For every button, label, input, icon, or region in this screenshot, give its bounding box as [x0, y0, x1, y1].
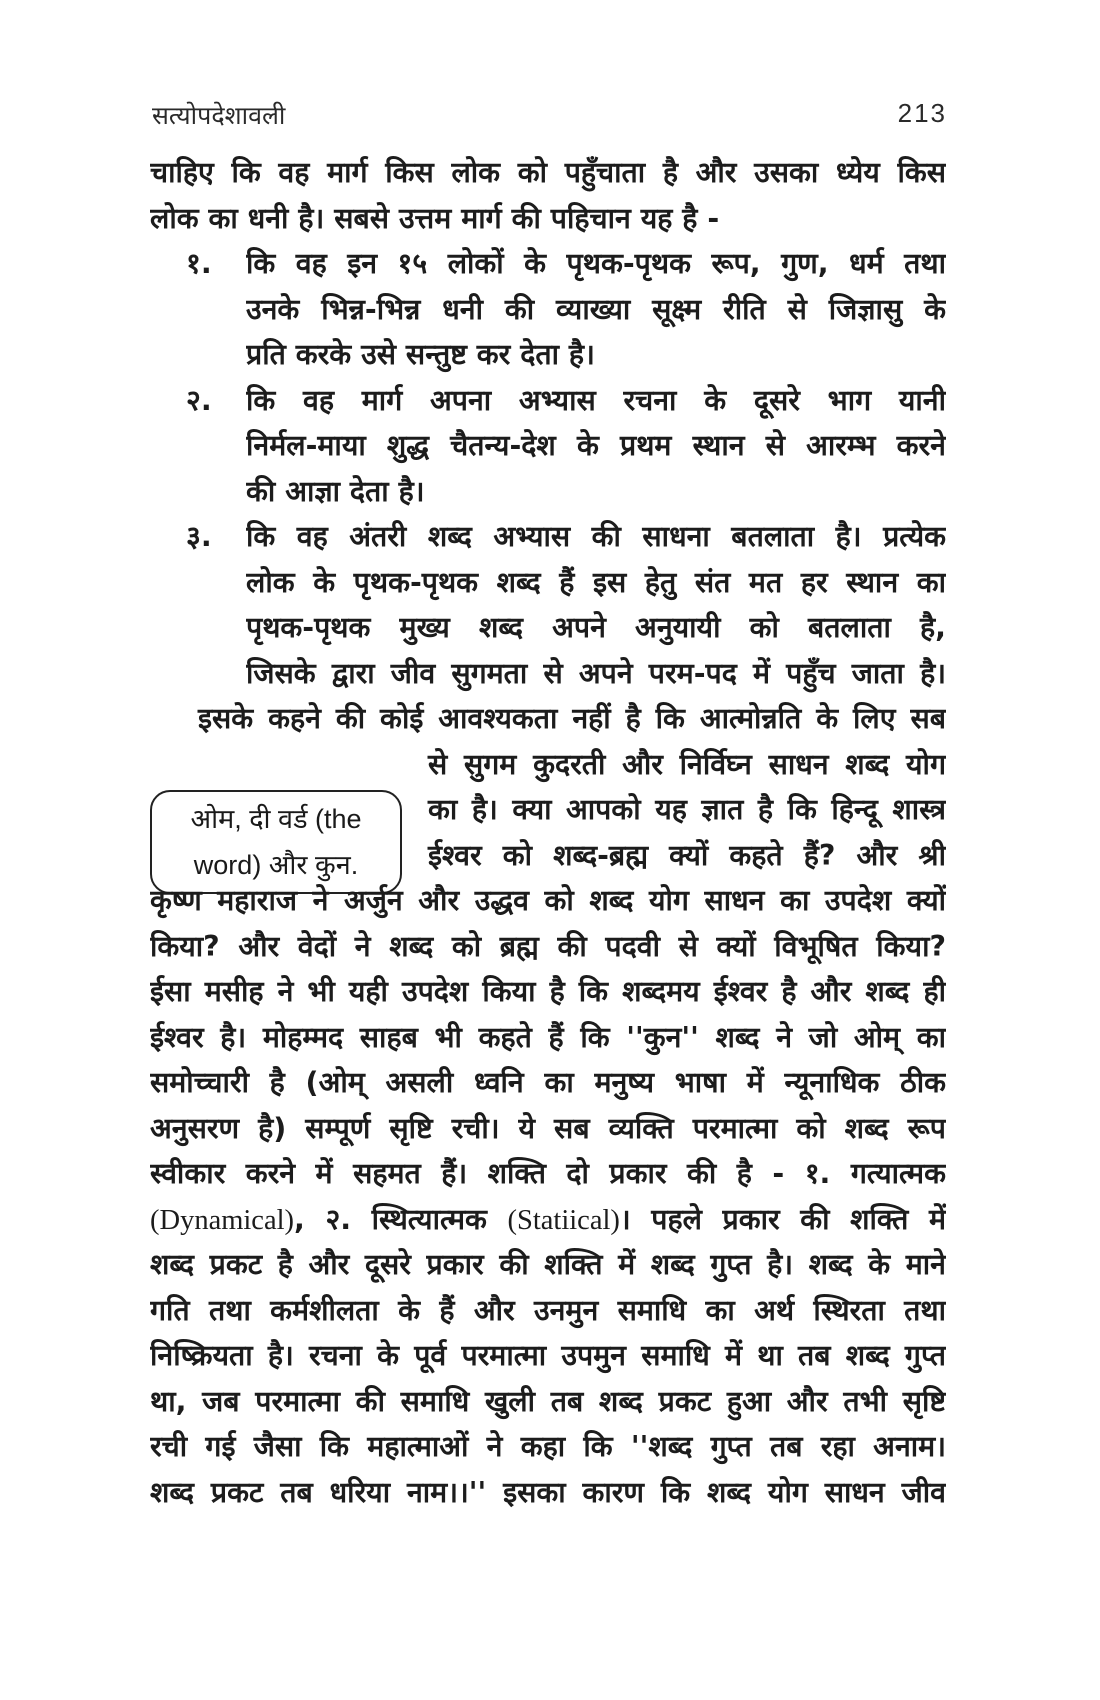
text-line: स्वीकार करने में सहमत हैं। शक्ति दो प्रकार की है - १. गत्यात्मक: [150, 1157, 946, 1190]
text-line: जिसके द्वारा जीव सुगमता से अपने परम-पद में पहुँच जाता है।: [246, 656, 946, 690]
hindi-fragment: , २. स्थित्यात्मक: [294, 1202, 508, 1236]
english-term-statical: (Statiical): [507, 1204, 620, 1236]
text-line: का है। क्या आपको यह ज्ञात है कि हिन्दू शास्त्र: [428, 793, 946, 826]
hindi-fragment: । पहले प्रकार की शक्ति में: [619, 1202, 946, 1236]
text-line: कृष्ण महाराज ने अर्जुन और उद्धव को शब्द योग साधन का उपदेश क्यों: [150, 884, 946, 917]
text-line: लोक के पृथक-पृथक शब्द हैं इस हेतु संत मत हर स्थान का: [246, 565, 946, 599]
text-line: रची गई जैसा कि महात्माओं ने कहा कि ''शब्द गुप्त तब रहा अनाम।: [150, 1430, 946, 1463]
text-line: ईश्वर को शब्द-ब्रह्म क्यों कहते हैं? और श्री: [428, 838, 946, 872]
list-item-3: [150, 514, 946, 696]
english-term-dynamical: (Dynamical): [150, 1204, 295, 1236]
text-line: चाहिए कि वह मार्ग किस लोक को पहुँचाता है और उसका ध्येय किस: [150, 156, 946, 189]
numbered-list: [150, 241, 946, 696]
text-line: कि वह मार्ग अपना अभ्यास रचना के दूसरे भाग यानी: [246, 383, 946, 417]
text-line: उनके भिन्न-भिन्न धनी की व्याख्या सूक्ष्म रीति से जिज्ञासु के: [246, 292, 946, 326]
text-line: अनुसरण है) सम्पूर्ण सृष्टि रची। ये सब व्यक्ति परमात्मा को शब्द रूप: [150, 1111, 946, 1145]
text-line: कि वह अंतरी शब्द अभ्यास की साधना बतलाता है। प्रत्येक: [246, 520, 946, 553]
list-marker: १.: [186, 247, 212, 280]
running-header: [152, 98, 947, 138]
running-title: सत्योपदेशावली: [152, 101, 286, 130]
text-line: ईश्वर है। मोहम्मद साहब भी कहते हैं कि ''कुन'' शब्द ने जो ओम् का: [150, 1020, 946, 1054]
body-text: [150, 150, 946, 1515]
paragraph-first-line: इसके कहने की कोई आवश्यकता नहीं है कि आत्मोन्नति के लिए सब: [198, 702, 946, 735]
text-line: कि वह इन १५ लोकों के पृथक-पृथक रूप, गुण, धर्म तथा: [246, 247, 946, 280]
text-line: शब्द प्रकट तब धरिया नाम।।'' इसका कारण कि शब्द योग साधन जीव: [150, 1475, 946, 1509]
page-number: 213: [897, 98, 947, 128]
text-line: समोच्चारी है (ओम् असली ध्वनि का मनुष्य भाषा में न्यूनाधिक ठीक: [150, 1066, 946, 1099]
text-line: शब्द प्रकट है और दूसरे प्रकार की शक्ति में शब्द गुप्त है। शब्द के माने: [150, 1248, 946, 1281]
text-line: की आज्ञा देता है।: [246, 474, 425, 508]
callout-line-1: ओम, दी वर्ड (the: [190, 804, 362, 834]
text-line: ईसा मसीह ने भी यही उपदेश किया है कि शब्दमय ईश्वर है और शब्द ही: [150, 975, 946, 1008]
text-line: प्रति करके उसे सन्तुष्ट कर देता है।: [246, 338, 595, 371]
list-item-1: [150, 241, 946, 378]
text-line: पृथक-पृथक मुख्य शब्द अपने अनुयायी को बतलाता है,: [246, 611, 946, 644]
text-line: गति तथा कर्मशीलता के हैं और उनमुन समाधि का अर्थ स्थिरता तथा: [150, 1293, 946, 1327]
text-line: निर्मल-माया शुद्ध चैतन्य-देश के प्रथम स्थान से आरम्भ करने: [246, 429, 946, 462]
text-line: निष्क्रियता है। रचना के पूर्व परमात्मा उपमुन समाधि में था तब शब्द गुप्त: [150, 1339, 946, 1372]
text-line: लोक का धनी है। सबसे उत्तम मार्ग की पहिचान यह है -: [150, 201, 720, 235]
text-line: से सुगम कुदरती और निर्विघ्न साधन शब्द योग: [428, 747, 946, 781]
text-line: था, जब परमात्मा की समाधि खुली तब शब्द प्रकट हुआ और तभी सृष्टि: [150, 1384, 946, 1418]
text-line: किया? और वेदों ने शब्द को ब्रह्म की पदवी से क्यों विभूषित किया?: [150, 929, 946, 963]
list-marker: २.: [186, 383, 212, 417]
list-marker: ३.: [186, 520, 212, 553]
list-item-2: [150, 378, 946, 515]
text-line-dynamical: [150, 1197, 946, 1243]
callout-line-2: word) और कुन.: [193, 850, 359, 880]
